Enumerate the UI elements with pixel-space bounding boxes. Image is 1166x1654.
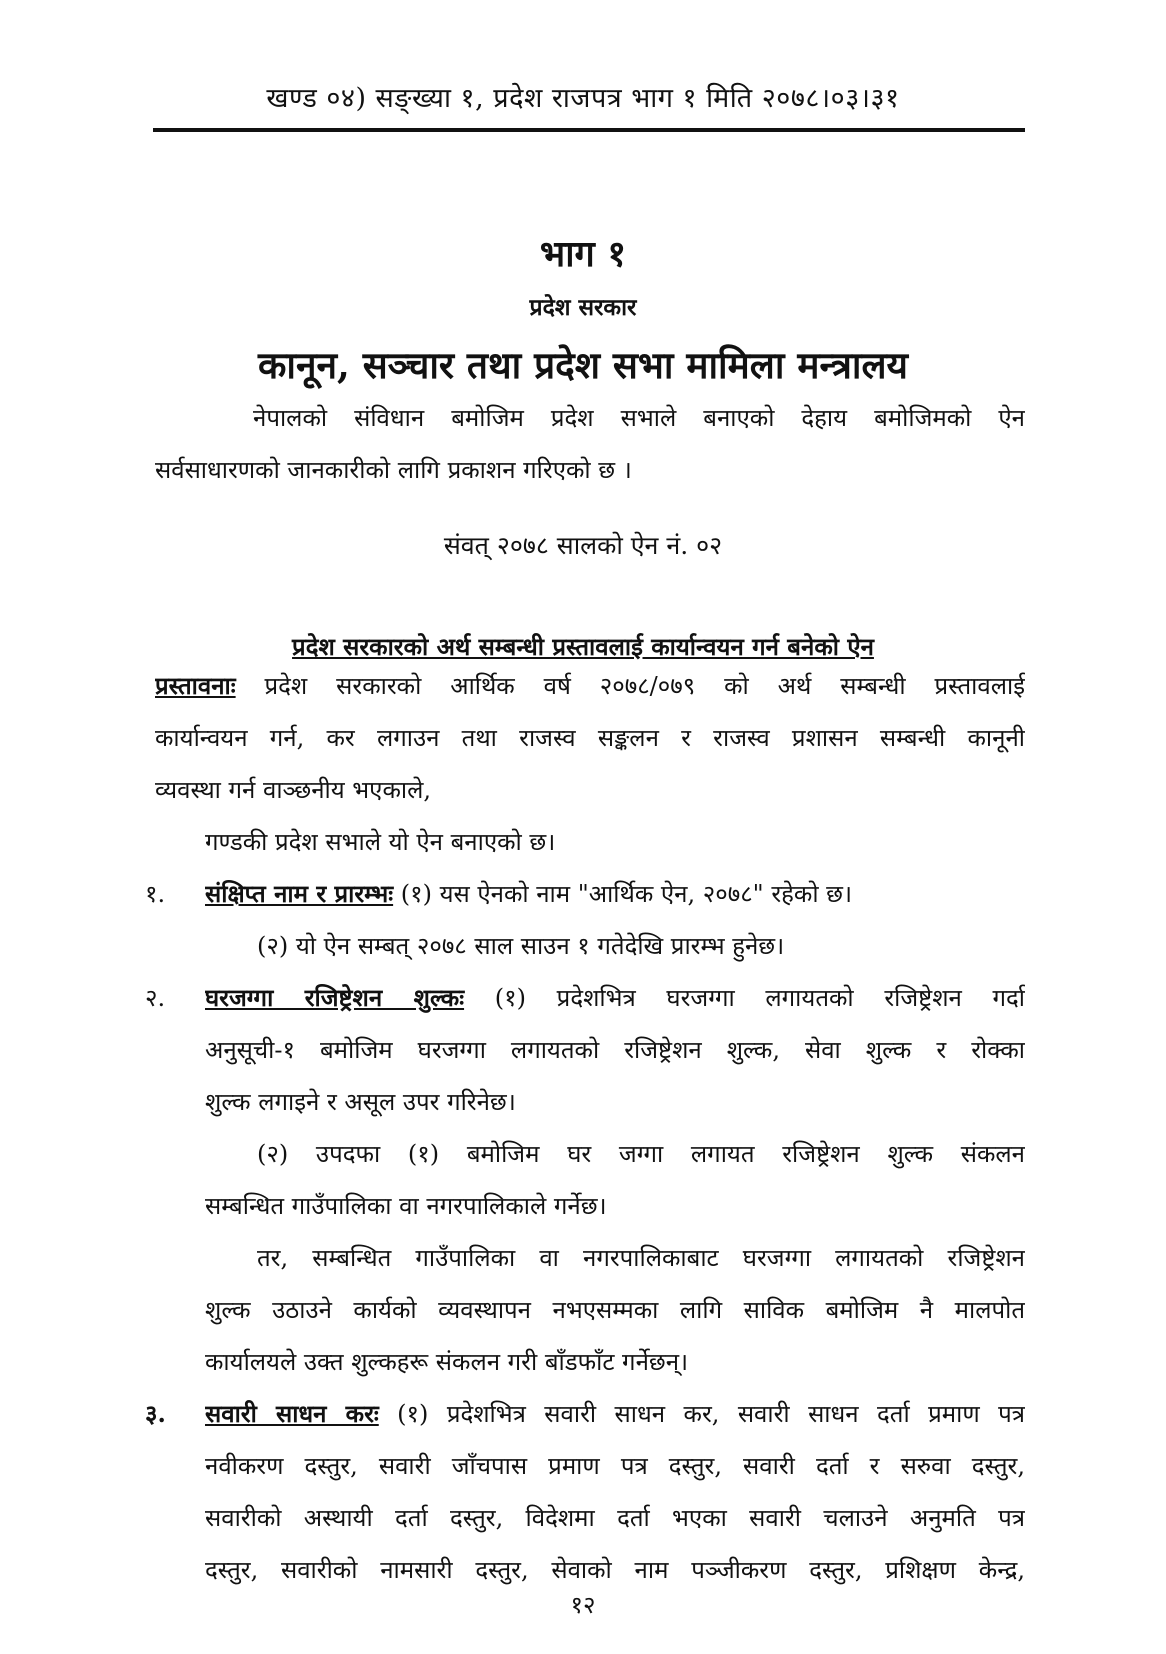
- preamble-line: [155, 660, 1025, 712]
- section-text: (१) यस ऐनको नाम "आर्थिक ऐन, २०७८" रहेको छ।: [393, 880, 853, 908]
- section-number: १.: [145, 880, 166, 908]
- section-line: [205, 868, 1025, 920]
- section-body: [205, 972, 1025, 1388]
- government-heading: प्रदेश सरकार: [529, 294, 637, 321]
- section-line: [205, 972, 1025, 1024]
- section-heading: सवारी साधन करः: [205, 1399, 379, 1428]
- intro-line: नेपालको संविधान बमोजिम प्रदेश सभाले बनाएको देहाय बमोजिमको ऐन: [253, 404, 1025, 432]
- section-line: [205, 1388, 1025, 1440]
- section-body: [205, 868, 1025, 972]
- section-line: दस्तुर, सवारीको नामसारी दस्तुर, सेवाको नाम पञ्जीकरण दस्तुर, प्रशिक्षण केन्द्र,: [205, 1556, 1025, 1584]
- subsection: (२) उपदफा (१) बमोजिम घर जग्गा लगायत रजिष्ट्रेशन शुल्क संकलन: [257, 1140, 1025, 1168]
- section-number: ३.: [145, 1399, 166, 1428]
- part-title: भाग १: [539, 233, 627, 275]
- section-heading: घरजग्गा रजिष्ट्रेशन शुल्कः: [205, 983, 465, 1012]
- ministry-heading: कानून, सञ्चार तथा प्रदेश सभा मामिला मन्त्रालय: [257, 343, 909, 387]
- section-line: अनुसूची-१ बमोजिम घरजग्गा लगायतको रजिष्ट्रेशन शुल्क, सेवा शुल्क र रोक्का: [205, 1036, 1025, 1064]
- section-line: कार्यालयले उक्त शुल्कहरू संकलन गरी बाँडफाँट गर्नेछन्।: [205, 1348, 689, 1376]
- section-line: सम्बन्धित गाउँपालिका वा नगरपालिकाले गर्नेछ।: [205, 1192, 607, 1220]
- enacting-clause: गण्डकी प्रदेश सभाले यो ऐन बनाएको छ।: [205, 828, 556, 856]
- preamble-paragraph: [155, 660, 1025, 816]
- intro-line: सर्वसाधारणको जानकारीको लागि प्रकाशन गरिएको छ ।: [155, 456, 632, 484]
- section-text: (१) प्रदेशभित्र सवारी साधन कर, सवारी साधन दर्ता प्रमाण पत्र: [378, 1400, 1025, 1428]
- preamble-line: व्यवस्था गर्न वाञ्छनीय भएकाले,: [155, 776, 431, 804]
- section-body: [205, 1388, 1025, 1596]
- section-number: २.: [145, 984, 166, 1012]
- proviso: तर, सम्बन्धित गाउँपालिका वा नगरपालिकाबाट घरजग्गा लगायतको रजिष्ट्रेशन: [257, 1244, 1025, 1272]
- header-rule: [153, 128, 1025, 132]
- running-header: खण्ड ०४) सङ्ख्या १, प्रदेश राजपत्र भाग १ मिति २०७८।०३।३१: [266, 83, 900, 114]
- section-line: नवीकरण दस्तुर, सवारी जाँचपास प्रमाण पत्र दस्तुर, सवारी दर्ता र सरुवा दस्तुर,: [205, 1452, 1025, 1480]
- preamble-label: प्रस्तावनाः: [155, 671, 236, 700]
- section-text: (१) प्रदेशभित्र घरजग्गा लगायतको रजिष्ट्रेशन गर्दा: [464, 984, 1025, 1012]
- intro-paragraph: [155, 392, 1025, 496]
- act-number: संवत् २०७८ सालको ऐन नं. ०२: [443, 531, 723, 560]
- preamble-text: प्रदेश सरकारको आर्थिक वर्ष २०७८/०७९ को अर्थ सम्बन्धी प्रस्तावलाई: [235, 672, 1025, 700]
- preamble-line: कार्यान्वयन गर्न, कर लगाउन तथा राजस्व सङ्कलन र राजस्व प्रशासन सम्बन्धी कानूनी: [155, 724, 1025, 752]
- page-number: १२: [570, 1591, 596, 1619]
- section-line: शुल्क उठाउने कार्यको व्यवस्थापन नभएसम्मका लागि साविक बमोजिम नै मालपोत: [205, 1296, 1025, 1324]
- subsection: (२) यो ऐन सम्बत् २०७८ साल साउन १ गतेदेखि प्रारम्भ हुनेछ।: [257, 932, 785, 960]
- section-heading: संक्षिप्त नाम र प्रारम्भः: [205, 879, 394, 908]
- act-title: प्रदेश सरकारको अर्थ सम्बन्धी प्रस्तावलाई कार्यान्वयन गर्न बनेको ऐन: [292, 632, 874, 661]
- section-line: सवारीको अस्थायी दर्ता दस्तुर, विदेशमा दर्ता भएका सवारी चलाउने अनुमति पत्र: [205, 1504, 1025, 1532]
- section-line: शुल्क लगाइने र असूल उपर गरिनेछ।: [205, 1088, 516, 1116]
